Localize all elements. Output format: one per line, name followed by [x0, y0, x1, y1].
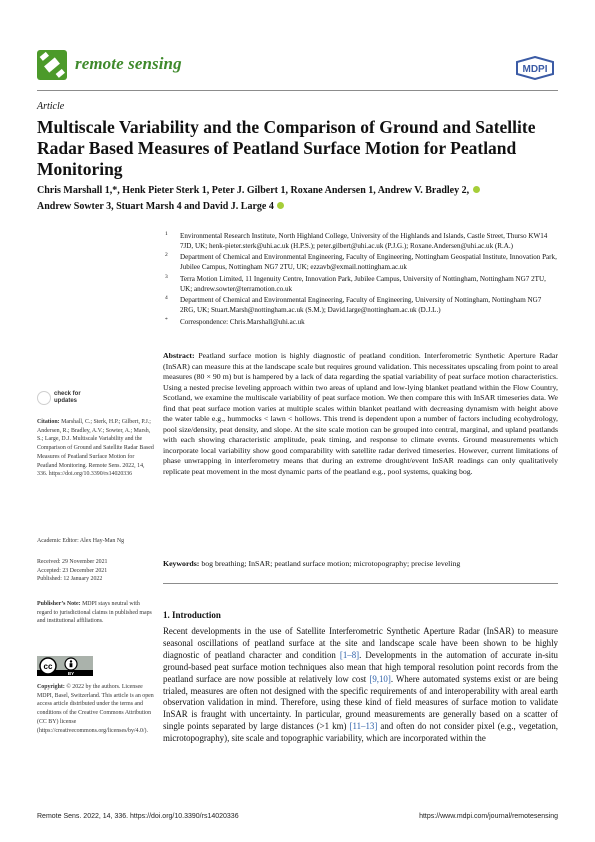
author-line-2-text: Andrew Sowter 3, Stuart Marsh 4 and David J. Large 4: [37, 200, 274, 212]
citation-link[interactable]: [1–8]: [339, 649, 360, 660]
affiliation-number: 2: [165, 252, 168, 259]
affiliation-item: [163, 253, 558, 273]
affiliation-text: Environmental Research Institute, North Highland College, University of the Highlands and Islands, Castle Street, Thurso KW14 7JD, UK; henk-pieter.sterk@uhi.ac.uk (H.P.S.); peter.gilbert@uhi.ac.uk (P.J.G.); Roxane.Andersen@uhi.ac.uk (R.A.): [180, 232, 548, 250]
journal-name: remote sensing: [75, 54, 182, 73]
citation-label: Citation:: [37, 419, 60, 425]
footer-citation[interactable]: Remote Sens. 2022, 14, 336. https://doi.org/10.3390/rs14020336: [37, 813, 239, 820]
check-updates-label: [54, 391, 81, 405]
section-divider: [163, 583, 558, 584]
svg-text:BY: BY: [67, 671, 75, 676]
author-line-1-text: Chris Marshall 1,*, Henk Pieter Sterk 1, Peter J. Gilbert 1, Roxane Andersen 1, Andrew V. Bradley 2,: [37, 185, 470, 196]
check-updates-line: updates: [54, 398, 78, 404]
affiliation-number: 4: [165, 295, 168, 302]
affiliation-text: Terra Motion Limited, 11 Ingenuity Centre, Innovation Park, Jubilee Campus, University of Nottingham, Nottingham NG7 2TU, UK; andrew.sowter@terramotion.co.uk: [180, 274, 546, 293]
mdpi-logo: [515, 56, 555, 80]
section-heading: 1. Introduction: [163, 610, 221, 620]
check-updates-line: check for: [54, 391, 81, 397]
cc-by-license-icon[interactable]: [37, 656, 93, 676]
publisher-note-label: Publisher’s Note:: [37, 601, 81, 607]
author-list: [37, 183, 557, 214]
orcid-icon[interactable]: [277, 202, 284, 209]
affiliation-number: 3: [165, 273, 168, 280]
publisher-note-text: MDPI stays neutral with regard to jurisdictional claims in published maps and institutional affiliations.: [37, 601, 152, 625]
correspondence: [163, 318, 558, 328]
received-date: Received: 29 November 2021: [37, 559, 108, 565]
affiliation-text: Department of Chemical and Environmental Engineering, Faculty of Engineering, University of Nottingham, Nottingham NG7 2RG, UK; Stuart.Marsh@nottingham.ac.uk (S.M.); David.large@nottingham.ac.uk (D.J.L.): [180, 296, 542, 315]
published-date: Published: 12 January 2022: [37, 576, 103, 583]
orcid-icon[interactable]: [473, 186, 480, 193]
paragraph-text: Recent developments in the use of Satellite Interferometric Synthetic Aperture Radar (InSAR) to measure seasonal oscillations of peatland surface at the site and landscape scale have been shown to be highly diagnostic of peatland character and condition: [163, 626, 558, 660]
journal-logo: [37, 50, 67, 80]
affiliation-text: Department of Chemical and Environmental Engineering, Faculty of Engineering, Nottingham Geospatial Institute, Innovation Park, Jubilee Campus, Nottingham NG7 2TU, UK; ezzavb@exmail.nottingham.ac.uk: [180, 253, 557, 272]
affiliations: [163, 232, 558, 329]
affiliation-item: [163, 232, 558, 252]
svg-text:MDPI: MDPI: [522, 64, 548, 75]
academic-editor: Academic Editor: Alex Hay-Man Ng: [37, 538, 125, 544]
affiliation-item: [163, 296, 558, 316]
keywords: [163, 559, 558, 570]
keywords-label: Keywords:: [163, 559, 200, 568]
publisher-note: [37, 600, 154, 626]
accepted-date: Accepted: 23 December 2021: [37, 567, 108, 574]
author-line-2: [37, 199, 557, 215]
paragraph-text: . Developments in the automation of accurate in-situ ground-based peat surface motion techniques also mean that high temporal resolution point records from the peatland surface are now possible at relatively low cost: [163, 649, 558, 684]
copyright-text: © 2022 by the authors. Licensee MDPI, Basel, Switzerland. This article is an open access article distributed under the terms and conditions of the Creative Commons Attribution (CC BY) license (https://creativecommons.org/licenses/by/4.0/).: [37, 684, 154, 734]
dates-block: [37, 558, 154, 584]
introduction-paragraph: [163, 626, 558, 745]
author-line-1: [37, 183, 557, 199]
paragraph-text: . Where automated systems exist or are being trialed, measures are often not designed with the specific requirements of and interoperability with areal earth observation validation in mind. Therefore, using these kind of field measures of surface motion to validate InSAR is fraught with uncertainty. In particular, ground measurements are generally based on a scatter of single points separated by large distances (>1 km): [163, 673, 559, 732]
keywords-text: bog breathing; InSAR; peatland surface motion; microtopography; precise leveling: [201, 559, 461, 568]
correspondence-text: Correspondence: Chris.Marshall@uhi.ac.uk: [180, 317, 305, 326]
article-title: Multiscale Variability and the Comparison of Ground and Satellite Radar Based Measures of Peatland Surface Motion for Peatland Monitoring: [37, 117, 536, 179]
citation-block: [37, 418, 154, 479]
citation-link[interactable]: [9,10]: [369, 673, 391, 684]
affiliation-item: [163, 275, 558, 295]
abstract-text: Peatland surface motion is highly diagnostic of peatland condition. Interferometric Synthetic Aperture Radar (InSAR) can measure this at the landscape scale but requires ground validation. This necessitates upscaling from point to areal measures (80 × 90 m) but is hampered by a lack of data regarding the spatial variability of peat surface motion characteristics. Using a nested precise leveling approach within two areas of upland and low-lying blanket peatland within the Flow Country, Scotland, we examine the multiscale variability of peat surface motion. We then compare this with InSAR timeseries data. We find that peat surface motion varies at multiple scales within blanket peatland with decreasing dynamism with height above the water table e.g., hummocks < lawn < hollows. This trend is dependent upon a number of factors including ecohydrology, pool size/density, peat density, and slope. At the site scale motion can be grouped into central, marginal, and upland peatlands with each showing characteristic amplitude, peak timing, and response to climate events. Ground measurements which incorporate local variability show good comparability with satellite radar derived timeseries. However, current limitations of phase unwrapping in interferometry means that during an extreme drought/event InSAR readings can only qualitatively replicate peat movement in the most dynamic parts of the peatland e.g., pool systems, quaking bog.: [163, 351, 558, 476]
check-updates-icon: [37, 391, 51, 405]
copyright-label: Copyright:: [37, 684, 65, 690]
abstract: [163, 351, 558, 477]
footer-journal-url[interactable]: https://www.mdpi.com/journal/remotesensing: [419, 813, 558, 820]
article-type: Article: [37, 101, 65, 112]
affiliation-number: *: [165, 316, 168, 323]
paragraph-text: and often do not consider pixel (e.g., vegetation, microtopography), site scale and topographic variability, which are incorporated within the: [163, 721, 559, 744]
check-for-updates-badge[interactable]: [37, 391, 157, 413]
copyright-block: [37, 683, 154, 735]
citation-link[interactable]: [11–13]: [349, 721, 378, 732]
citation-text[interactable]: Marshall, C.; Sterk, H.P.; Gilbert, P.J.; Andersen, R.; Bradley, A.V.; Sowter, A.; Marsh, S.; Large, D.J. Multiscale Variability and the Comparison of Ground and Satellite Radar Based Measures of Peatland Surface Motion for Peatland Monitoring. Remote Sens. 2022, 14, 336. https://doi.org/10.3390/rs14020336: [37, 419, 154, 478]
abstract-label: Abstract:: [163, 351, 195, 360]
affiliation-number: 1: [165, 231, 168, 237]
header-divider: [37, 90, 558, 91]
svg-text:cc: cc: [43, 662, 53, 671]
